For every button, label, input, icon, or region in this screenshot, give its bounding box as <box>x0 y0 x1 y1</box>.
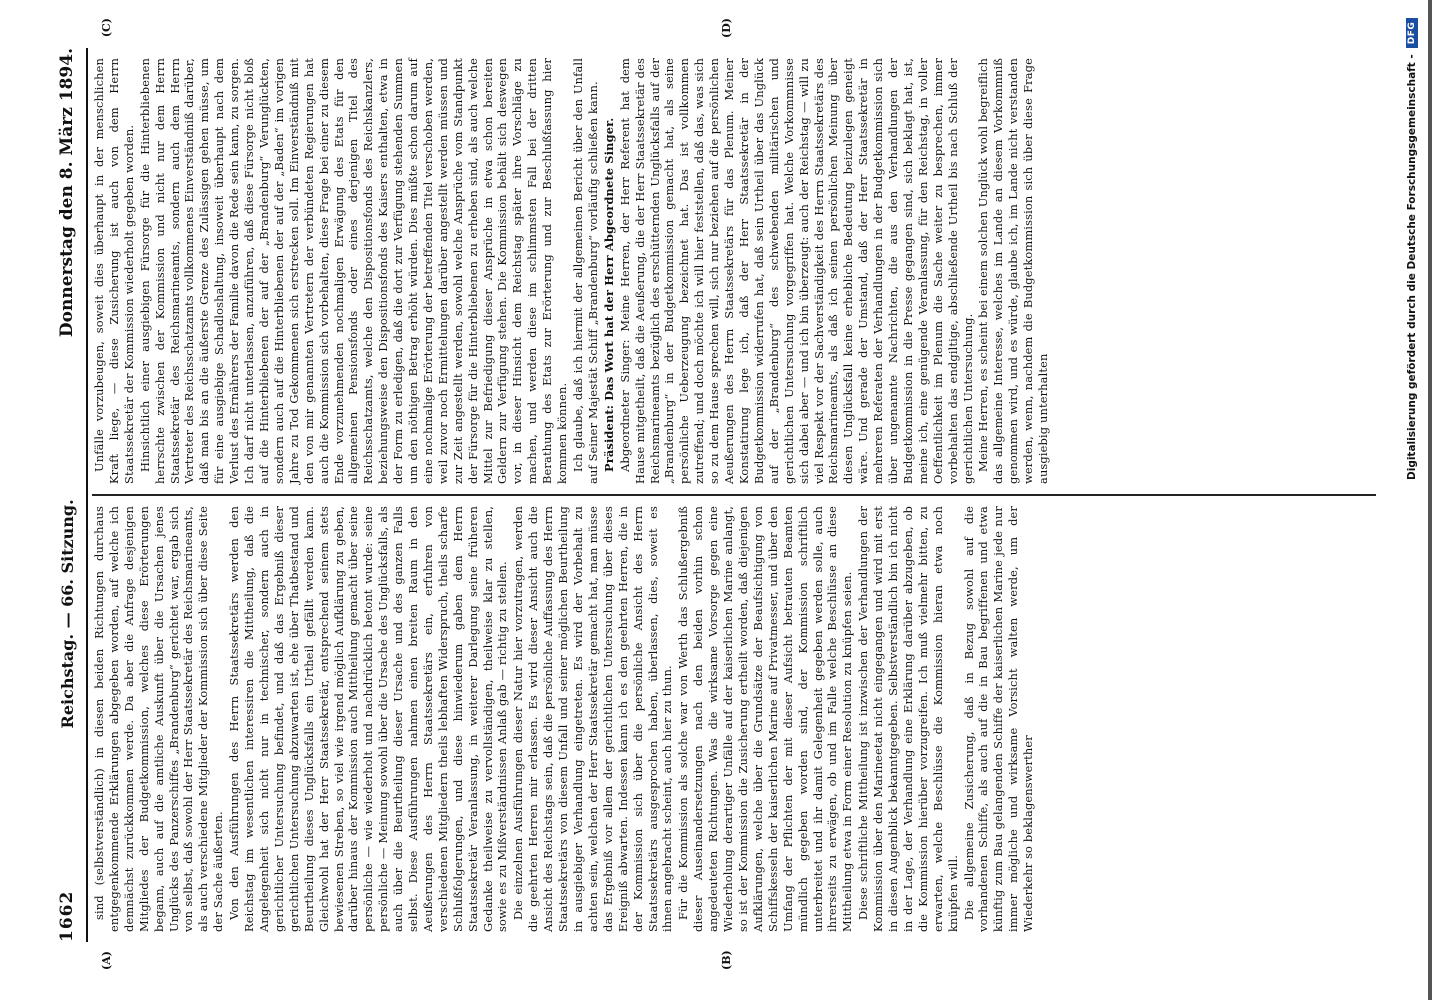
session-title: Reichstag. — 66. Sitzung. <box>57 499 77 729</box>
dfg-logo: DFG <box>1406 18 1418 49</box>
text-columns <box>92 48 1376 942</box>
margin-mark-a: (A) <box>100 951 113 970</box>
header-rule <box>86 48 88 942</box>
credit-text: Digitalisierung gefördert durch die Deutsche Forschungsgemeinschaft - <box>1406 54 1418 480</box>
left-column <box>92 496 1376 942</box>
right-paragraph: Ich glaube, daß ich hiermit der allgemeinen Bericht über den Unfall auf Seiner Majestät Schiff „Brandenburg“ vorläufig schließen kann. <box>571 58 600 484</box>
scan-edge <box>1428 0 1432 1000</box>
right-column <box>92 48 1376 494</box>
right-paragraph: Hinsichtlich einer ausgiebigen Fürsorge für die Hinterbliebenen herrschte zwischen der Kommission und nicht nur dem Herrn Staatssekretär des Reichsmarineamts, sondern auch dem Herrn Vertreter des Reichsschatzamts vollkommenes Einverständniß darüber, daß man bis an die äußerste Grenze des Zulässigen gehen müsse, um für eine ausgiebige Schadloshaltung, insoweit überhaupt nach dem Verlust des Ernährers der Familie davon die Rede sein kann, zu sorgen. Ich darf nicht unterlassen, anzuführen, daß diese Fürsorge nicht bloß auf die Hinterbliebenen der auf der „Brandenburg“ Verunglückten, sondern auch auf die Hinterbliebenen der auf der „Baden“ im vorigen Jahre zu Tod Gekommenen sich erstrecken soll. Im Einverständniß mit den von mir genannten Vertretern der verbündeten Regierungen hat auch die Kommission sich vorbehalten, diese Frage bei einer zu diesem Ende vorzunehmenden nochmaligen Erwägung des Etats für den allgemeinen Pensionsfonds oder eines derjenigen Titel des Reichsschatzamts, welche den Dispositionsfonds des Reichskanzlers, beziehungsweise den Dispositionsfonds des Kaisers enthalten, etwa in der Form zu erledigen, daß die dort zur Verfügung stehenden Summen um den nöthigen Betrag erhöht würden. Dies müßte schon darum auf eine nochmalige Erörterung der betreffenden Titel verschoben werden, weil zuvor noch Ermittelungen darüber angestellt werden müssen und zur Zeit angestellt werden, sowohl welche Ansprüche vom Standpunkt der Fürsorge für die Hinterbliebenen zu erheben sind, als auch welche Mittel zur Befriedigung dieser Ansprüche in etwa schon bereiten Geldern zur Verfügung stehen. Die Kommission behält sich deswegen vor, in dieser Hinsicht dem Reichstag später ihre Vorschläge zu machen, und werden diese im schlimmsten Fall bei der dritten Berathung des Etats zur Erörterung und zur Beschlußfassung hier kommen können. <box>137 58 570 484</box>
left-paragraph: sind (selbstverständlich) in diesen beiden Richtungen durchaus entgegenkommende Erklärungen abgegeben worden, auf welche ich demnächst zurückkommen werde. Da aber die Anfrage desjenigen Mitgliedes der Budgetkommission, welches diese Erörterungen begann, auch auf die amtliche Auskunft über die Ursachen jenes Unglücks des Panzerschiffes „Brandenburg“ gerichtet war, ergab sich von selbst, daß sowohl der Herr Staatssekretär des Reichsmarineamts, als auch verschiedene Mitglieder der Kommission sich über diese Seite der Sache äußerten. <box>92 506 226 932</box>
left-paragraph: Für die Kommission als solche war von Werth das Schlußergebniß dieser Auseinandersetzungen nach den beiden vorhin schon angedeuteten Richtungen. Was die wirksame Vorsorge gegen eine Wiederholung derartiger Unfälle auf der kaiserlichen Marine anlangt, so ist der Kommission die Zusicherung ertheilt worden, daß diejenigen Aufklärungen, welche über die Grundsätze der Beaufsichtigung von Schiffskesseln der kaiserlichen Marine auf Privatmesser, und über den Umfang der Pflichten der mit dieser Aufsicht betrauten Beamten mündlich gegeben worden sind, der Kommission schriftlich unterbreitet und ihr damit Gelegenheit gegeben werden solle, auch ihrerseits zu erwägen, ob und im Falle welche Beschlüsse an diese Mittheilung etwa in Form einer Resolution zu knüpfen seien. <box>676 506 855 932</box>
left-paragraph: Von den Ausführungen des Herrn Staatssekretärs werden den Reichstag im wesentlichen interessiren die Mittheilung, daß die Angelegenheit sich nicht nur in technischer, sondern auch in gerichtlicher Untersuchung befindet, und daß das Ergebniß dieser gerichtlichen Untersuchung abzuwarten ist, ehe über Thatbestand und Beurtheilung dieses Unglücksfalls ein Urtheil gefällt werden kann. Gleichwohl hat der Herr Staatssekretär, entsprechend seinem stets bewiesenen Streben, so viel wie irgend möglich Aufklärung zu geben, darüber hinaus der Kommission auch Mittheilung gemacht über seine persönliche — wie wiederholt und nachdrücklich betont wurde: seine persönliche — Meinung sowohl über die Ursache des Unglücksfalls, als auch über die Beurtheilung dieser Ursache und des ganzen Falls selbst. Diese Ausführungen nahmen einen breiten Raum in den Aeußerungen des Herrn Staatssekretärs ein, erfuhren von verschiedenen Mitgliedern theils lebhaften Widerspruch, theils scharfe Schlußfolgerungen, und diese hinwiederum gaben dem Herrn Staatssekretär Veranlassung, in weiterer Darlegung seine früheren Gedanke theilweise zu vervollständigen, theilweise klar zu stellen, sowie es zu Mißverständnissen Anlaß gab — richtig zu stellen. <box>227 506 510 932</box>
margin-mark-b: (B) <box>720 950 733 970</box>
page-number: 1662 <box>57 890 77 942</box>
left-paragraph: Die allgemeine Zusicherung, daß in Bezug sowohl auf die vorhandenen Schiffe, als auch auf die in Bau begriffenen und etwa künftig zum Bau gelangenden Schiffe der kaiserlichen Marine jede nur immer mögliche und wirksame Vorsicht walten werde, um der Wiederkehr so beklagenswerther <box>961 506 1036 932</box>
column-divider <box>92 494 1376 496</box>
left-paragraph: Diese schriftliche Mittheilung ist inzwischen der Verhandlungen der Kommission über den Marineetat nicht eingegangen und wird mit erst in diesen Augenblick bekanntgegeben. Selbstverständlich bin ich nicht in der Lage, der Verhandlung eine Erklärung darüber abzugeben, ob die Kommission hierüber vorzugreifen. Ich muß vielmehr bitten, zu erwarten, welche Beschlüsse die Kommission hieran etwa noch knüpfen will. <box>856 506 960 932</box>
right-paragraph: Unfälle vorzubeugen, soweit dies überhaupt in der menschlichen Kraft liege, — diese Zusicherung ist auch von dem Herrn Staatssekretär der Kommission wiederholt gegeben worden. <box>92 58 136 484</box>
left-paragraph: Die einzelnen Ausführungen dieser Natur hier vorzutragen, werden die geehrten Herren mir erlassen. Es wird dieser Ansicht auch die Ansicht des Reichstags sein, daß die persönliche Auffassung des Herrn Staatssekretärs von diesem Unfall und seiner möglichen Beurtheilung in ausgiebiger Verhandlung eingetreten. Es wird der Vorbehalt zu achten sein, welchen der Herr Staatssekretär gemacht hat, man müsse das Ergebniß vor allem der gerichtlichen Untersuchung über dieses Ereigniß abwarten. Indessen kann ich es den geehrten Herren, die in der Kommission sich über die persönliche Ansicht des Herrn Staatssekretärs ausgesprochen haben, überlassen, dies, soweit es ihnen angebracht scheint, auch hier zu thun. <box>511 506 675 932</box>
margin-mark-d: (D) <box>720 18 733 38</box>
page-header <box>52 48 82 942</box>
right-paragraph-president: Präsident: Das Wort hat der Herr Abgeordnete Singer. <box>601 117 616 472</box>
margin-mark-c: (C) <box>100 18 113 38</box>
right-paragraph: Abgeordneter Singer: Meine Herren, der Herr Referent hat dem Hause mitgetheilt, daß die Aeußerung, die der Herr Staatssekretär des Reichsmarineamts bezüglich des erschütternden Unglücksfalls auf der „Brandenburg“ in der Budgetkommission gemacht hat, als seine persönliche Ueberzeugung bezeichnet hat. Das ist vollkommen zutreffend; und doch möchte ich will hier feststellen, daß das, was sich so zu dem Hause sprechen will, sich nur beziehen auf die persönlichen Aeußerungen des Herrn Staatssekretärs für das Plenum. Meiner Konstatirung lege ich, daß der Herr Staatssekretär in der Budgetkommission widerrufen hat, daß sein Urtheil über das Unglück auf der „Brandenburg“ des schwebenden militärischen und gerichtlichen Untersuchung vorgegriffen hat. Welche Vorkommnisse sich dabei aber — und ich bin überzeugt: auch der Reichstag — will zu viel Respekt vor der Sachverständigkeit des Herrn Staatssekretärs des Reichsmarineamts, als daß ich seinen persönlichen Meinung über diesen Unglücksfall keine erhebliche Bedeutung beizulegen geneigt wäre. Und gerade der Umstand, daß der Herr Staatssekretär in mehreren Referaten der Verhandlungen in der Budgetkommission sich über ungenannte Nachrichten, die aus den Verhandlungen der Budgetkommission in die Presse gegangen sind, sich beklagt hat, ist, meine ich, eine genügende Veranlassung, für den Reichstag, in voller Oeffentlichkeit im Plenum die Sache weiter zu besprechen, immer vorbehalten das endgiltige, abschließende Urtheil bis nach Schluß der gerichtlichen Untersuchung. <box>617 58 975 484</box>
digitization-credit <box>1406 18 1418 480</box>
right-paragraph: Meine Herren, es scheint bei einem solchen Unglück wohl begreiflich das allgemeine Interesse, welches im Lande an diesem Vorkommniß genommen wird, und es würde, glaube ich, im Lande nicht verstanden werden, wenn, nachdem die Budgetkommission sich über diese Frage ausgiebig unterhalten <box>976 58 1051 484</box>
session-date: Donnerstag den 8. März 1894. <box>57 48 77 338</box>
